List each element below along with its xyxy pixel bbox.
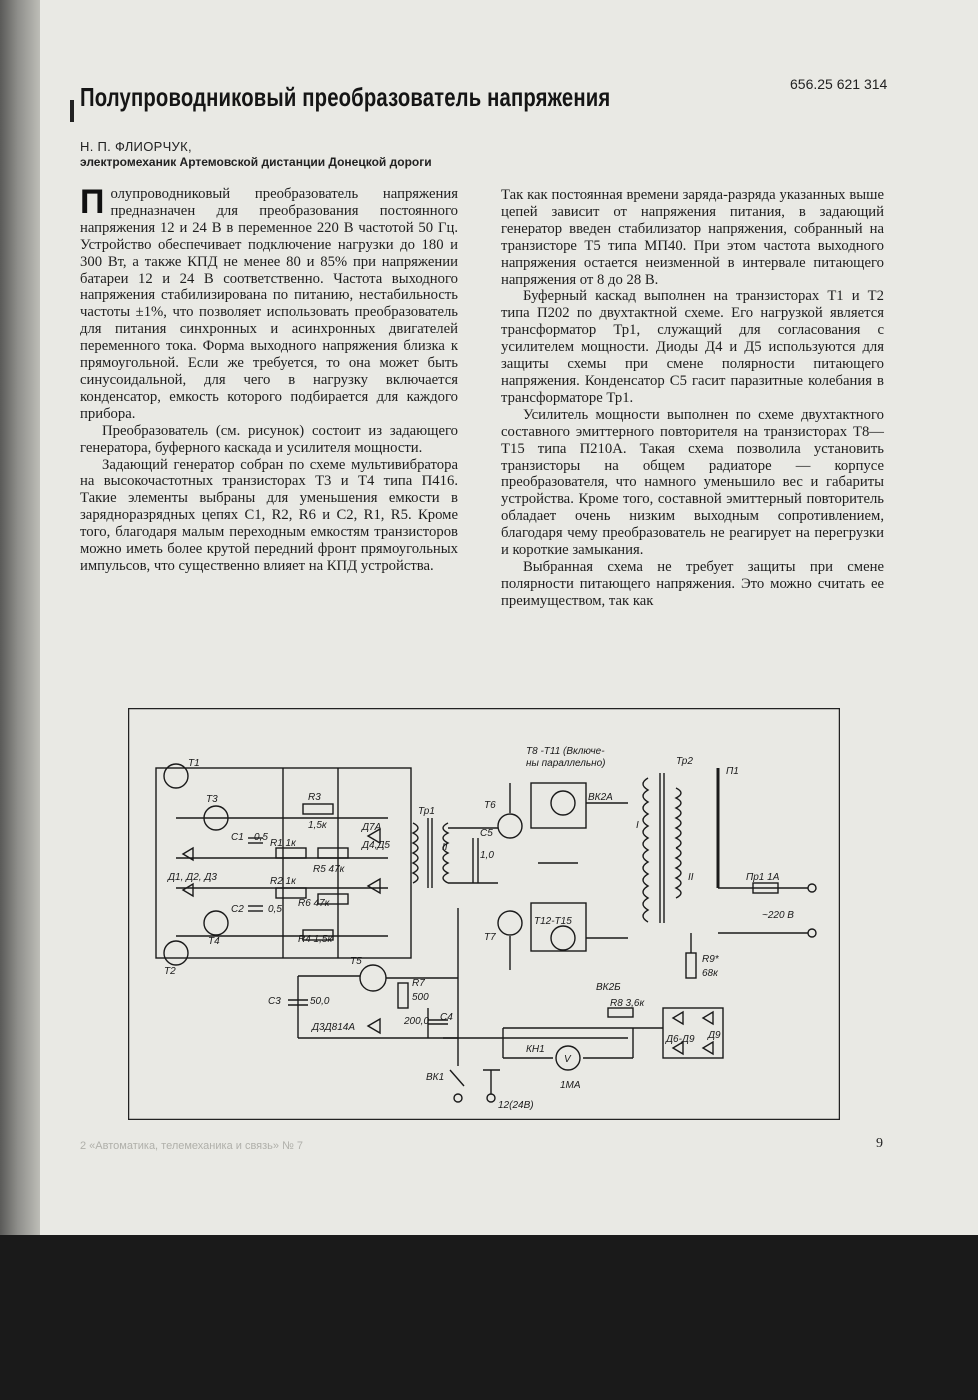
label-p1: П1	[726, 766, 739, 777]
label-c5-value: 1,0	[480, 850, 494, 861]
label-t7: Т7	[484, 932, 496, 943]
label-c5: C5	[480, 828, 493, 839]
label-r9-value: 68к	[702, 968, 718, 979]
right-column	[501, 187, 884, 610]
label-c4: C4	[440, 1012, 453, 1023]
label-d4-d5: Д4,Д5	[362, 840, 390, 851]
label-r3-value: 1,5к	[308, 820, 327, 831]
paragraph: Буферный каскад выполнен на транзисторах Т1 и Т2 типа П202 по двухтактной схеме. Его нагрузкой является трансформатор Тр1, служащий для согласования с усилителем мощности. Диоды Д4 и Д5 используются для защиты схемы при смене полярности питающего напряжения. Конденсатор С5 гасит паразитные колебания в трансформаторе Тр1.	[501, 288, 884, 406]
label-r3: R3	[308, 792, 321, 803]
label-tr1-winding: II	[442, 842, 448, 853]
label-d6-d9: Д6-Д9	[666, 1034, 695, 1045]
circuit-schematic	[128, 708, 840, 1120]
label-r8: R8 3,6к	[610, 998, 645, 1009]
author-affiliation: электромеханик Артемовской дистанции Донецкой дороги	[80, 155, 432, 169]
label-1ma: 1МА	[560, 1080, 581, 1091]
paragraph: Выбранная схема не требует защиты при смене полярности питающего напряжения. Это можно считать ее преимуществом, так как	[501, 558, 884, 609]
label-c3: C3	[268, 996, 281, 1007]
running-footer: 2 «Автоматика, телемеханика и связь» № 7	[80, 1140, 304, 1152]
label-r6: R6 47к	[298, 898, 330, 909]
label-c4-value: 200,0	[404, 1016, 430, 1027]
label-220v: ~220 В	[762, 910, 794, 921]
label-t3: Т3	[206, 794, 218, 805]
paragraph-text: олупроводниковый преобразователь напряжения предназначен для преобразования постоянного напряжения 12 и 24 В в переменное 220 В частотой 50 Гц. Устройство обеспечивает подключение нагрузки до 180 и 300 Вт, а также КПД не менее 80 и 85% при напряжении батареи 12 и 24 В соответственно. Частота выходного напряжения стабилизирована по питанию, нестабильность частоты ±1%, что позволяет использовать преобразователь для питания синхронных и асинхронных двигателей переменного тока. Форма выходного напряжения близка к прямоугольной. Если же требуется, то она может быть синусоидальной, для чего в нагрузку включается конденсатор, емкость которого подбирается для каждого прибора.	[80, 186, 458, 422]
label-t2: Т2	[164, 966, 176, 977]
label-r5: R5 47к	[313, 864, 345, 875]
label-r4: R4 1,5к	[298, 934, 333, 945]
article-title: Полупроводниковый преобразователь напряжения	[80, 82, 611, 112]
label-c1-value: 0,5	[254, 832, 268, 843]
paragraph: Усилитель мощности выполнен по схеме двухтактного составного эмиттерного повторителя на транзисторах Т8—Т15 типа П210А. Такая схема позволила установить транзисторы на общем радиаторе — корпусе преобразователя, что намного уменьшило вес и габариты устройства. Кроме того, составной эмиттерный повторитель обладает очень низким выходным сопротивлением, благодаря чему преобразователь не реагирует на перегрузки и короткие замыкания.	[501, 406, 884, 559]
label-t4: Т4	[208, 936, 220, 947]
paragraph: Преобразователь (см. рисунок) состоит из задающего генератора, буферного каскада и усилителя мощности.	[80, 422, 458, 456]
udc-code: 656.25 621 314	[790, 76, 888, 92]
author-name: Н. П. ФЛИОРЧУК,	[80, 139, 192, 154]
label-r1: R1 1к	[270, 838, 296, 849]
label-tr2: Тр2	[676, 756, 693, 767]
label-d7a: Д7А	[362, 822, 382, 833]
label-tr1: Тр1	[418, 806, 435, 817]
drop-cap: П	[80, 183, 105, 221]
label-fuse: Пр1 1А	[746, 872, 780, 883]
label-t8-t11: Т8 -Т11 (Включе-	[526, 746, 605, 757]
label-r2: R2 1к	[270, 876, 296, 887]
page-number: 9	[876, 1136, 883, 1151]
label-r7-value: 500	[412, 992, 429, 1003]
label-vk2a: ВК2А	[588, 792, 613, 803]
left-column	[80, 183, 458, 575]
paragraph	[80, 183, 458, 423]
label-meter: V	[564, 1054, 571, 1065]
label-t8-t11-note: ны параллельно)	[526, 758, 606, 769]
label-t5: Т5	[350, 956, 362, 967]
label-battery: 12(24В)	[498, 1100, 534, 1111]
margin-mark	[70, 100, 74, 122]
label-c3-value: 50,0	[310, 996, 330, 1007]
label-r7: R7	[412, 978, 425, 989]
label-t6: Т6	[484, 800, 496, 811]
label-vk1: ВК1	[426, 1072, 445, 1083]
label-winding-1: I	[636, 820, 639, 831]
label-c2-value: 0,5	[268, 904, 282, 915]
label-c1: C1	[231, 832, 244, 843]
paragraph: Задающий генератор собран по схеме мультивибратора на высокочастотных транзисторах Т3 и Т4 типа П416. Такие элементы выбраны для уменьшения емкости в зарядноразрядных цепях С1, R2, R6 и С2, R1, R5. Кроме того, благодаря малым переходным емкостям транзисторов можно иметь более крутой передний фронт прямоугольных импульсов, что существенно влияет на КПД устройства.	[80, 456, 458, 574]
label-d9: Д9	[708, 1030, 721, 1041]
label-d3: Д3Д814А	[312, 1022, 355, 1033]
label-t12-t15: Т12-Т15	[534, 916, 572, 927]
label-c2: C2	[231, 904, 244, 915]
label-vk2b: ВК2Б	[596, 982, 621, 993]
label-t1: Т1	[188, 758, 200, 769]
label-d1-d3: Д1, Д2, Д3	[168, 872, 217, 883]
paragraph: Так как постоянная времени заряда-разряда указанных выше цепей зависит от напряжения питания, в задающий генератор введен стабилизатор напряжения, собранный на транзисторе Т5 типа МП40. При этом частота выходного напряжения остается неизменной в интервале питающего напряжения от 8 до 28 В.	[501, 187, 884, 288]
label-winding-2: II	[688, 872, 694, 883]
page-spine-shadow	[0, 0, 40, 1235]
label-r9: R9*	[702, 954, 719, 965]
label-kn1: КН1	[526, 1044, 545, 1055]
